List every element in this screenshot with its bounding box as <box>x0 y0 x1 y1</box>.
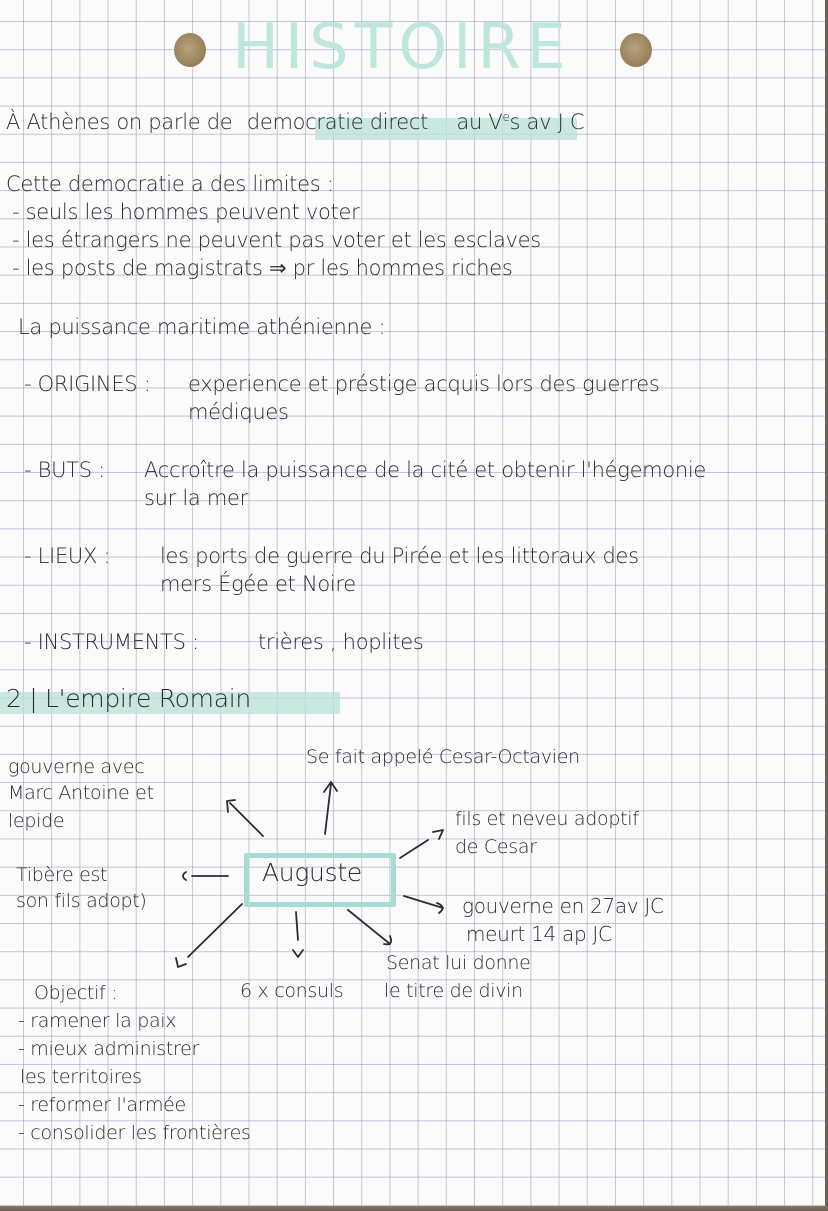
intro-sup: e <box>502 110 510 124</box>
node-top: Se fait appelé Cesar-Octavien <box>306 746 580 768</box>
objectives-heading: Objectif : <box>34 982 118 1004</box>
rome-heading: 2 | L'empire Romain <box>6 684 251 713</box>
node-right-2: meurt 14 ap JC <box>466 922 612 946</box>
maritime-heading: La puissance maritime athénienne : <box>18 315 386 339</box>
buts-text-2: sur la mer <box>144 486 248 510</box>
objective-item: - reformer l'armée <box>18 1094 186 1116</box>
pin-right-icon <box>620 33 652 67</box>
table-surface <box>0 1206 828 1211</box>
origines-text-2: médiques <box>188 400 289 424</box>
instruments-text: trières , hoplites <box>258 630 424 654</box>
origines-label: - ORIGINES : <box>24 372 151 396</box>
node-left-1: Tibère est <box>16 864 108 886</box>
limits-item: - les étrangers ne peuvent pas voter et les esclaves <box>12 228 541 252</box>
objective-item: - ramener la paix <box>18 1010 177 1032</box>
intro-prefix: À Athènes on parle de <box>6 110 233 134</box>
intro-suffix: au V <box>456 110 503 134</box>
node-bottom-right-1: Senat lui donne <box>386 952 531 974</box>
node-bottom: 6 x consuls <box>240 980 344 1002</box>
node-top-left-3: lepide <box>8 810 65 832</box>
node-top-right-2: de Cesar <box>455 836 537 858</box>
lieux-label: - LIEUX : <box>24 544 111 568</box>
limits-item: - seuls les hommes peuvent voter <box>12 200 360 224</box>
node-top-left-2: Marc Antoine et <box>8 782 154 804</box>
node-top-right-1: fils et neveu adoptif <box>455 808 639 830</box>
objective-item: - mieux administrer <box>18 1038 200 1060</box>
limits-item: - les posts de magistrats ⇒ pr les hommes riches <box>12 256 513 280</box>
lieux-text-2: mers Égée et Noire <box>160 572 356 596</box>
intro-suffix2: s av J C <box>509 110 585 134</box>
intro-line <box>6 110 584 134</box>
intro-highlight: democratie direct <box>246 110 429 134</box>
buts-text: Accroître la puissance de la cité et obtenir l'hégemonie <box>144 458 707 482</box>
origines-text: experience et préstige acquis lors des guerres <box>188 372 660 396</box>
auguste-center: Auguste <box>262 858 362 887</box>
buts-label: - BUTS : <box>24 458 105 482</box>
lieux-text: les ports de guerre du Pirée et les littoraux des <box>160 544 639 568</box>
objective-item: les territoires <box>20 1066 142 1088</box>
node-top-left-1: gouverne avec <box>8 756 145 778</box>
objective-item: - consolider les frontières <box>18 1122 251 1144</box>
limits-heading: Cette democratie a des limites : <box>6 172 334 196</box>
instruments-label: - INSTRUMENTS : <box>24 630 199 654</box>
page-title: HISTOIRE <box>232 10 572 83</box>
node-left-2: son fils adopt) <box>16 890 147 912</box>
node-right-1: gouverne en 27av JC <box>462 894 664 918</box>
pin-left-icon <box>174 33 206 67</box>
node-bottom-right-2: le titre de divin <box>384 980 523 1002</box>
